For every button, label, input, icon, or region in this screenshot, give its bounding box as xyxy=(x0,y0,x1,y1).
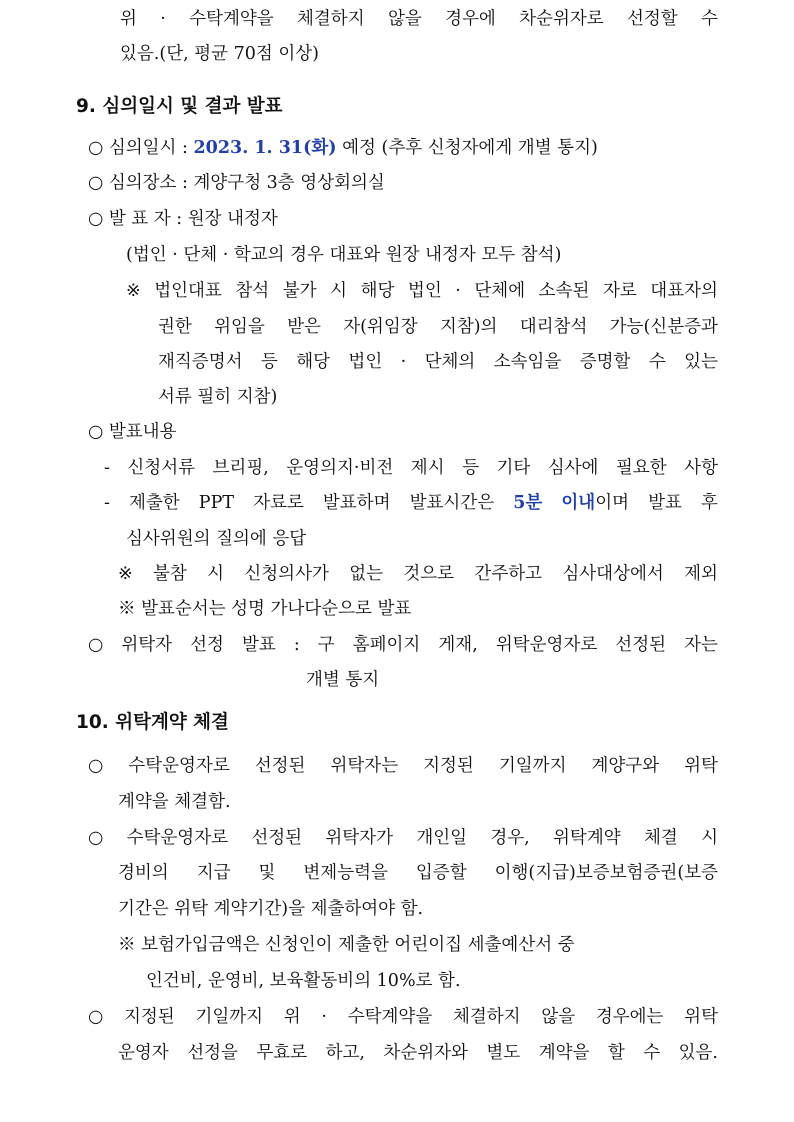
word: 시 xyxy=(701,828,718,848)
word: 법인 xyxy=(407,281,442,301)
word: 선정된 xyxy=(251,828,303,848)
schedule-rest: 예정 (추후 신청자에게 개별 통지) xyxy=(336,138,598,158)
word: 법인대표 xyxy=(154,281,222,301)
word: 사항 xyxy=(684,458,718,478)
word: 법인 xyxy=(348,352,383,372)
word: 위 xyxy=(283,1007,301,1027)
word: 운영의지·비전 xyxy=(286,458,394,478)
word: 선정할 xyxy=(627,9,678,29)
word: 발표 xyxy=(241,635,276,655)
contract-item-1-line-1 xyxy=(88,754,718,778)
word: 수 xyxy=(701,9,718,29)
word: 불가 xyxy=(282,281,317,301)
word: 별도 xyxy=(486,1043,521,1063)
dash: - xyxy=(104,493,110,513)
word: 위탁자는 xyxy=(330,756,399,776)
word: 제외 xyxy=(684,564,718,584)
word: 등 xyxy=(462,458,479,478)
section-10-heading: 10. 위탁계약 체결 xyxy=(76,712,229,733)
word: 변제능력을 xyxy=(303,863,388,883)
contract-item-1-line-2: 계약을 체결함. xyxy=(118,792,231,812)
word: 신청서류 xyxy=(127,458,196,478)
contract-item-3-line-2 xyxy=(118,1041,718,1065)
word: 위 xyxy=(120,9,137,29)
word: 브리핑, xyxy=(212,458,269,478)
word: 지참)의 xyxy=(439,317,498,337)
word: 것으로 xyxy=(403,564,455,584)
word: 경우에 xyxy=(445,9,496,29)
word: 개인일 xyxy=(416,828,468,848)
word: 시 xyxy=(207,564,225,584)
word: 선정 xyxy=(190,635,224,655)
word: 구 xyxy=(317,635,335,655)
word: 제시 xyxy=(410,458,445,478)
word: 계양구와 xyxy=(591,756,660,776)
word: - xyxy=(104,458,110,478)
word: 자료로 xyxy=(253,493,304,513)
word: 입증할 xyxy=(415,863,467,883)
word: · xyxy=(455,281,461,301)
word: PPT xyxy=(198,493,235,513)
word: 위임을 xyxy=(214,317,265,337)
order-note: ※ 발표순서는 성명 가나다순으로 발표 xyxy=(118,599,412,619)
word: 불참 xyxy=(153,564,187,584)
word: 계약을 xyxy=(538,1043,590,1063)
word: 위탁계약 xyxy=(553,828,621,848)
schedule-date: 2023. 1. 31(화) xyxy=(193,138,337,158)
word: 참석 xyxy=(235,281,270,301)
word: 심사에 xyxy=(547,458,599,478)
presentation-time-highlight: 이내 xyxy=(561,493,596,513)
word: 증명할 xyxy=(579,352,631,372)
contract-item-2-line-1 xyxy=(88,826,718,850)
word: 기타 xyxy=(496,458,531,478)
word: 발표하며 xyxy=(322,493,391,513)
proxy-note-line-1 xyxy=(126,279,718,303)
schedule-label: ○ 심의일시 : xyxy=(88,138,194,158)
word: 재직증명서 xyxy=(158,352,243,372)
word: 하고, xyxy=(325,1043,365,1063)
word: 심사대상에서 xyxy=(562,564,664,584)
word: 가능(신분증과 xyxy=(609,317,718,337)
word: ※ xyxy=(118,564,133,584)
word: 자(위임장 xyxy=(343,317,418,337)
word: 선정을 xyxy=(187,1043,238,1063)
content-label: ○ 발표내용 xyxy=(88,422,177,442)
word: 경비의 xyxy=(118,863,169,883)
proxy-note-line-2 xyxy=(158,315,718,339)
word: 제출한 xyxy=(129,493,180,513)
word: 차순위자와 xyxy=(383,1043,468,1063)
word: 단체의 xyxy=(424,352,476,372)
word: ○ xyxy=(88,635,104,655)
word: 권한 xyxy=(158,317,192,337)
word: 위탁운영자로 xyxy=(495,635,598,655)
word: 이행(지급)보증보험증권(보증 xyxy=(494,863,718,883)
word: 체결하지 xyxy=(297,9,365,29)
word: 대리참석 xyxy=(519,317,588,337)
word: 기일까지 xyxy=(195,1007,264,1027)
contract-item-2-line-3: 기간은 위탁 계약기간)을 제출하여야 함. xyxy=(118,899,424,919)
word: 체결하지 xyxy=(452,1007,521,1027)
word: 수 xyxy=(648,352,666,372)
schedule-line xyxy=(88,136,598,160)
word: · xyxy=(400,352,407,372)
word: 위탁 xyxy=(684,756,718,776)
word: 등 xyxy=(260,352,278,372)
section-9-heading: 9. 심의일시 및 결과 발표 xyxy=(76,96,283,117)
word: 있음. xyxy=(678,1043,718,1063)
announce-line xyxy=(88,633,718,657)
insurance-note-line-2: 인건비, 운영비, 보육활동비의 10%로 함. xyxy=(146,971,461,991)
word: 받은 xyxy=(287,317,321,337)
presentation-time-highlight: 5분 xyxy=(513,493,543,513)
word: ○ xyxy=(88,756,104,776)
word: 소속된 xyxy=(538,281,590,301)
word: 후 xyxy=(700,493,718,513)
proxy-note-line-4: 서류 필히 지참) xyxy=(158,387,278,407)
word: · xyxy=(321,1007,327,1027)
word: 위탁자 xyxy=(121,635,173,655)
word: 발표시간은 xyxy=(409,493,495,513)
announce-line-2: 개별 통지 xyxy=(306,670,380,690)
word: 자로 xyxy=(602,281,637,301)
word: 필요한 xyxy=(615,458,667,478)
word: 및 xyxy=(258,863,276,883)
word: 경우에는 xyxy=(595,1007,664,1027)
word: 홈페이지 xyxy=(352,635,421,655)
word: 있는 xyxy=(684,352,718,372)
word: 해당 xyxy=(296,352,331,372)
word: 단체에 xyxy=(474,281,526,301)
word: 체결 xyxy=(643,828,678,848)
word: 무효로 xyxy=(256,1043,308,1063)
content-item-2-line-2: 심사위원의 질의에 응답 xyxy=(126,529,307,549)
word: 없는 xyxy=(349,564,384,584)
word: 소속임을 xyxy=(493,352,562,372)
word: ○ xyxy=(88,1007,104,1027)
insurance-note-line-1: ※ 보험가입금액은 신청인이 제출한 어린이집 세출예산서 중 xyxy=(118,935,575,955)
word: 대표자의 xyxy=(650,281,718,301)
venue-line: ○ 심의장소 : 계양구청 3층 영상회의실 xyxy=(88,173,385,193)
presenter-line: ○ 발 표 자 : 원장 내정자 xyxy=(88,209,278,229)
word: 이며 xyxy=(595,493,630,513)
intro-line-2: 있음.(단, 평균 70점 이상) xyxy=(120,44,319,64)
absence-note xyxy=(118,562,718,586)
proxy-note-line-3 xyxy=(158,350,718,374)
word: 수탁계약을 xyxy=(189,9,274,29)
word: 간주하고 xyxy=(474,564,543,584)
word: 지정된 xyxy=(124,1007,175,1027)
word: 발표 xyxy=(648,493,682,513)
word: 차순위자로 xyxy=(519,9,604,29)
word: 지급 xyxy=(196,863,231,883)
contract-item-2-line-2 xyxy=(118,861,718,885)
word: 운영자 xyxy=(118,1043,169,1063)
word: 해당 xyxy=(360,281,395,301)
word: ※ xyxy=(126,281,141,301)
word: 수 xyxy=(643,1043,661,1063)
word: 위탁 xyxy=(684,1007,718,1027)
word: 지정된 xyxy=(423,756,474,776)
word: 시 xyxy=(330,281,348,301)
word: 경우, xyxy=(490,828,530,848)
word: 선정된 xyxy=(254,756,306,776)
word: 할 xyxy=(607,1043,625,1063)
word: : xyxy=(293,635,300,655)
word: 신청의사가 xyxy=(244,564,329,584)
word: 위탁자가 xyxy=(325,828,393,848)
presenter-note: (법인 · 단체 · 학교의 경우 대표와 원장 내정자 모두 참석) xyxy=(126,245,562,265)
word: 않을 xyxy=(387,9,422,29)
word: 기일까지 xyxy=(498,756,567,776)
word: 않을 xyxy=(541,1007,576,1027)
word: · xyxy=(160,9,166,29)
word: 수탁계약을 xyxy=(347,1007,433,1027)
contract-item-3-line-1 xyxy=(88,1005,718,1029)
word: 자는 xyxy=(684,635,718,655)
word: 선정된 xyxy=(615,635,667,655)
word: 수탁운영자로 xyxy=(128,756,230,776)
intro-line-1 xyxy=(120,7,718,31)
content-item-2 xyxy=(104,491,718,515)
content-item-1 xyxy=(104,456,718,480)
word: 수탁운영자로 xyxy=(126,828,229,848)
word: ○ xyxy=(88,828,104,848)
word: 게재, xyxy=(438,635,478,655)
